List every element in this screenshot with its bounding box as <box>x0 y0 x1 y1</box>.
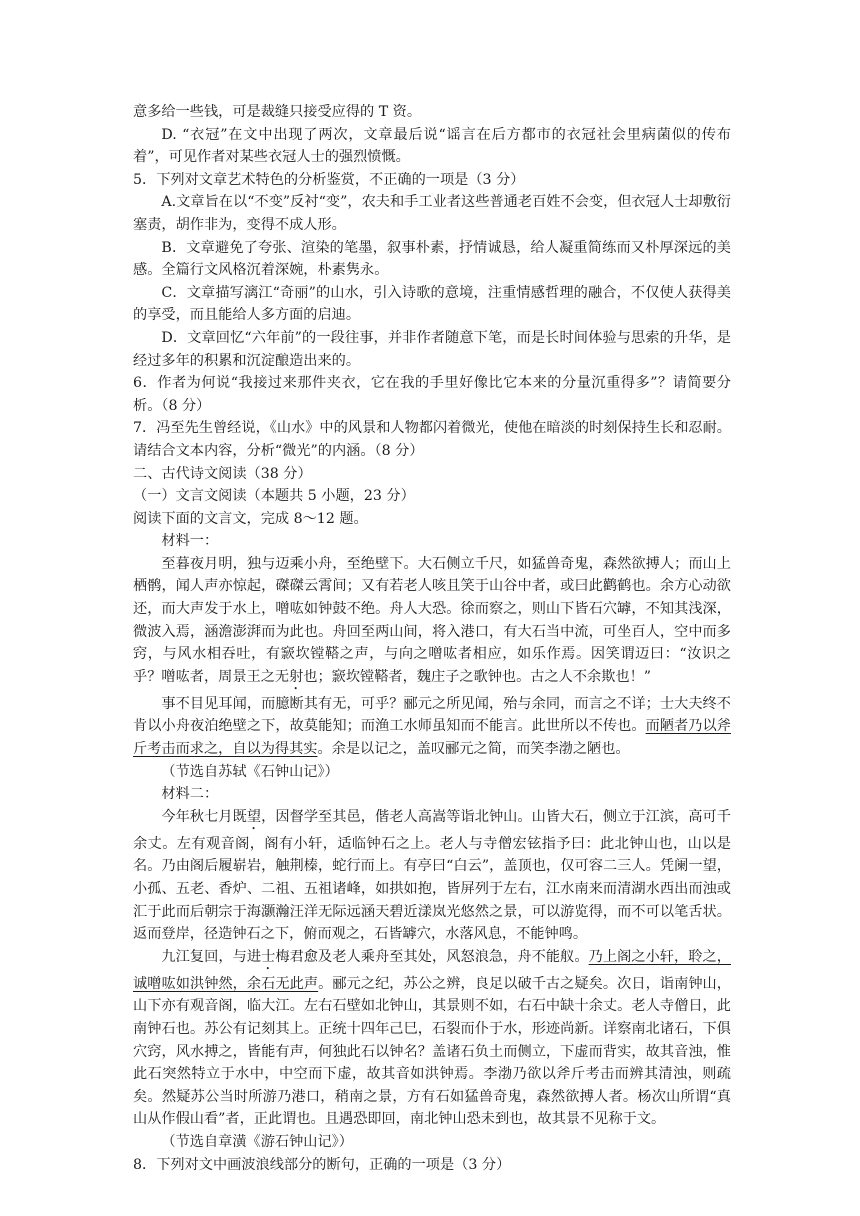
material-2-label: 材料二： <box>161 786 219 803</box>
text-run: 事不目见耳闻，而臆断其有无，可乎？郦元之所见闻，殆与余同，而言之不详；士大夫终不肯以小舟夜泊绝壁之下，故莫能知；而渔工水师虽知而不能言。此世所以不传也。 <box>133 695 731 735</box>
text-run: 梅君愈及老人乘舟至其处，风怒浪急，舟不能舣。 <box>275 948 589 965</box>
option-d-q4: D. “衣冠”在文中出现了两次，文章最后说“谣言在后方都市的衣冠社会里病菌似的传布着”，可见作者对某些衣冠人士的强烈愤慨。 <box>133 126 731 166</box>
material-1-paragraph-1 <box>133 553 731 693</box>
material-1-source: （节选自苏轼《石钟山记》） <box>161 763 339 780</box>
material-2-source: （节选自章潢《游石钟山记》） <box>161 1133 353 1150</box>
exam-page <box>133 101 731 1176</box>
material-1-label: 材料一： <box>161 533 219 550</box>
question-6: 6．作者为何说“我接过来那件夹衣，它在我的手里好像比它本来的分量沉重得多”？请简要分析。（8 分） <box>133 375 731 414</box>
emphasized-char: 射 <box>289 668 304 685</box>
material-2-paragraph-1 <box>133 806 731 946</box>
text-run: 。余是以记之，盖叹郦元之简，而笑李渤之陋也。 <box>317 741 630 758</box>
question-5-option-d: D．文章回忆“六年前”的一段往事，并非作者随意下笔，而是长时间体验与思索的升华，是经过多年的积累和沉淀酿造出来的。 <box>133 329 731 369</box>
emphasized-char: 士 <box>261 948 276 965</box>
text-run: 也；窾坎镗鞳者，魏庄子之歌钟也。古之人不余欺也！” <box>303 668 652 685</box>
material-1-paragraph-2 <box>133 693 731 761</box>
text-run: 九江复回，与进 <box>161 948 262 965</box>
question-5-option-c: C．文章描写漓江“奇丽”的山水，引入诗歌的意境，注重情感哲理的融合，不仅使人获得美的享受，而且能给人多方面的启迪。 <box>133 284 731 324</box>
underlined-sentence: 乃上阁之小轩，聆之，诚噌吰如洪钟然，余石无此声 <box>133 948 731 992</box>
option-c-continuation: 意多给一些钱，可是裁缝只接受应得的 T 资。 <box>133 104 422 120</box>
text-run: 今年秋七月既 <box>161 808 247 825</box>
reading-instruction: 阅读下面的文言文，完成 8～12 题。 <box>133 510 368 527</box>
text-run: 。郦元之纪，苏公之辨，良足以破千古之疑矣。次日，诣南钟山，山下亦有观音阁，临大江。左右石壁如北钟山，其景则不如，右石中缺十余丈。老人寺僧日，此南钟石也。苏公有记刻其上。正统十四年己巳，石裂而仆于水，形迹尚新。详察南北诸石，下俱穴窍，风水搏之，皆能有声，何独此石以钟名？盖诸石负土而侧立，下虚而背实，故其音浊，惟此石突然特立于水中，中空而下虚，故其音如洪钟焉。李渤乃欲以斧斤考击而辨其清浊，则疏矣。然疑苏公当时所游乃港口，稍南之景，方有石如猛兽奇鬼，森然欲搏人者。杨次山所谓“真山从作假山看”者，正此谓也。且遇恐即回，南北钟山恐未到也，故其景不见称于文。 <box>133 975 731 1128</box>
question-7: 7．冯至先生曾经说，《山水》中的风景和人物都闪着微光，使他在暗淡的时刻保持生长和忍耐。请结合文本内容，分析“微光”的内涵。（8 分） <box>133 420 731 459</box>
question-5-option-a: A.文章旨在以“不变”反衬“变”，农夫和手工业者这些普通老百姓不会变，但衣冠人士却敷衍塞责，胡作非为，变得不成人形。 <box>133 194 731 233</box>
text-run: 至暮夜月明，独与迈乘小舟，至绝壁下。大石侧立千尺，如猛兽奇鬼，森然欲搏人；而山上栖鹘，闻人声亦惊起，磔磔云霄间；又有若老人咳且笑于山谷中者，或曰此鹳鹤也。余方心动欲还，而大声发于水上，噌吰如钟鼓不绝。舟人大恐。徐而察之，则山下皆石穴罅，不知其浅深，微波入焉，涵澹澎湃而为此也。舟回至两山间，将入港口，有大石当中流，可坐百人，空中而多窍，与风水相吞吐，有窾坎镗鞳之声，与向之噌吰者相应，如乐作焉。因笑谓迈曰：“汝识之乎？噌吰者，周景王之无 <box>133 555 731 685</box>
subsection-1-heading: （一）文言文阅读（本题共 5 小题，23 分） <box>133 488 415 505</box>
text-run: ，因督学至其邑，偕老人高嵩等诣北钟山。山皆大石，侧立于江滨，高可千余丈。左有观音阁，阁有小轩，适临钟石之上。老人与寺僧宏铉指予曰：此北钟山也，山以是名。乃由阁后履崭岩，触荆榛，蛇行而上。有亭曰“白云”，盖顶也，仅可容二三人。凭阑一望，小孤、五老、香炉、二祖、五祖诸峰，如拱如抱，皆屏列于左右，江水南来而清湖水西出而浊或汇于此而后朝宗于海灏瀚汪洋无际远涵天碧近漾岚光悠然之景，可以游览得，而不可以笔舌状。返而登岸，径造钟石之下，俯而观之，石皆罅穴，水落风息，不能钟鸣。 <box>133 808 731 943</box>
section-2-heading: 二、古代诗文阅读（38 分） <box>133 465 312 482</box>
underlined-sentence: 而陋者乃以斧斤考击而求之，自以为得其实 <box>133 718 731 758</box>
question-5-option-b: B．文章避免了夸张、渲染的笔墨，叙事朴素，抒情诚恳，给人凝重简练而又朴厚深远的美感。全篇行文风格沉着深婉，朴素隽永。 <box>133 239 731 279</box>
emphasized-char: 望 <box>246 808 262 825</box>
question-8: 8．下列对文中画波浪线部分的断句，正确的一项是（3 分） <box>133 1156 511 1173</box>
question-5: 5．下列对文章艺术特色的分析鉴赏，不正确的一项是（3 分） <box>133 171 525 188</box>
material-2-paragraph-2 <box>133 946 731 1131</box>
